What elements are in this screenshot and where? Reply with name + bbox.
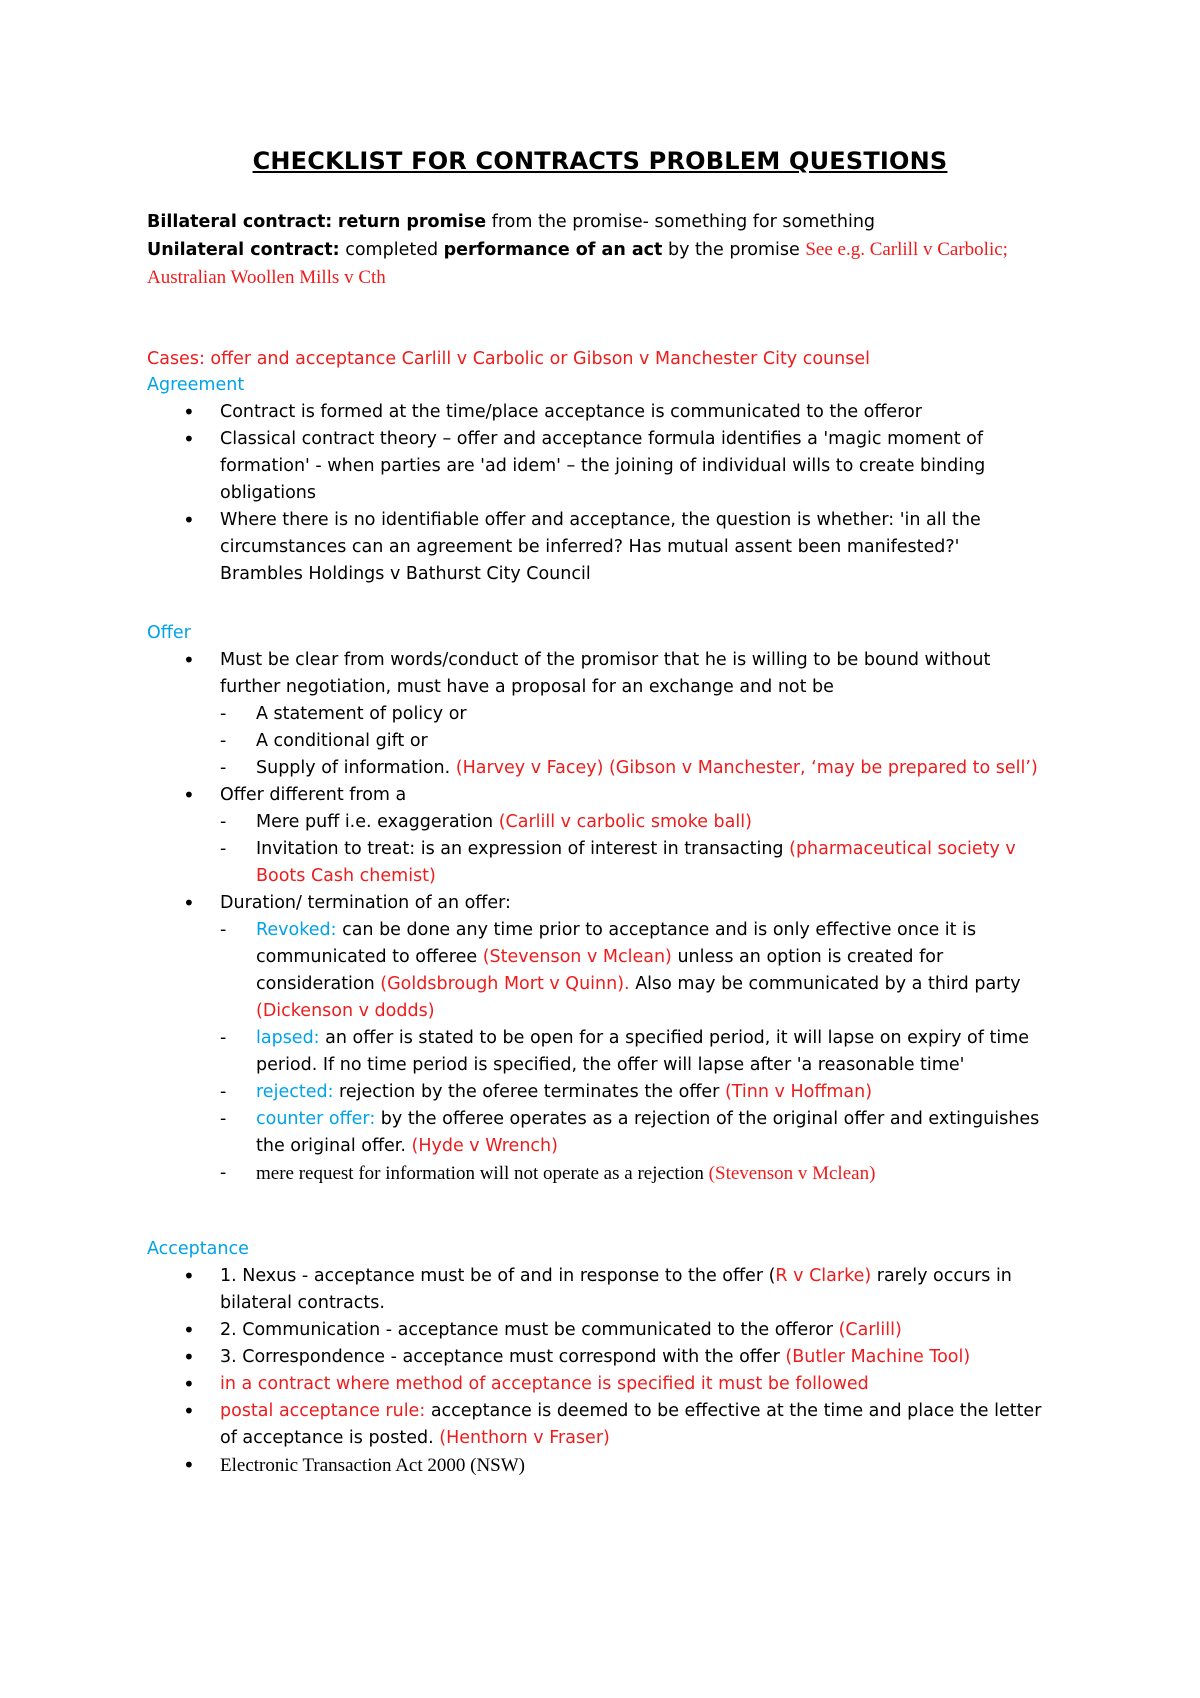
revoked-l3a: consideration [256, 974, 375, 994]
rejected-case: (Tinn v Hoffman) [724, 1082, 873, 1102]
offer-b3: • Duration/ termination of an offer: [220, 893, 511, 913]
list-item [147, 1452, 1067, 1479]
offer-b1-l2: further negotiation, must have a proposal for an exchange and not be [220, 677, 834, 697]
mere-text: mere request for information will not operate as a rejection [256, 1163, 704, 1184]
counter-l1: by the offeree operates as a rejection of the original offer and extinguishes [380, 1109, 1040, 1129]
sub-list-item [220, 836, 1067, 890]
unilateral-text1: completed [345, 240, 439, 260]
sub-list-item [220, 917, 1067, 1025]
unilateral-case-ref: See e.g. Carlill v Carbolic; [805, 239, 1008, 260]
revoked-l1: can be done any time prior to acceptance and is only effective once it is [342, 920, 977, 940]
list-item [147, 890, 1067, 1187]
offer-d2: - A conditional gift or [256, 731, 428, 751]
agreement-heading: Agreement [147, 375, 245, 395]
sub-list-item [220, 1106, 1067, 1160]
rejected-text: rejection by the oferee terminates the offer [339, 1082, 720, 1102]
list-item [147, 1263, 1067, 1317]
counter-l2: the original offer. [256, 1136, 406, 1156]
counter-case: (Hyde v Wrench) [411, 1136, 558, 1156]
agreement-b2-l2: formation' - when parties are 'ad idem' – the joining of individual wills to create binding [220, 456, 986, 476]
acceptance-heading: Acceptance [147, 1239, 249, 1259]
offer-b2: • Offer different from a [220, 785, 407, 805]
offer-b1-l1: • Must be clear from words/conduct of the promisor that he is willing to be bound without [220, 650, 991, 670]
agreement-b3-l1: • Where there is no identifiable offer and acceptance, the question is whether: 'in all the [220, 510, 981, 530]
agreement-b3-l3: Brambles Holdings v Bathurst City Council [220, 564, 591, 584]
a5-text: acceptance is deemed to be effective at the time and place the letter [430, 1401, 1042, 1421]
sub-list-item [220, 1025, 1067, 1079]
list-item [147, 1371, 1067, 1398]
lapsed-l2: period. If no time period is specified, the offer will lapse after 'a reasonable time' [256, 1055, 965, 1075]
unilateral-label: Unilateral contract: [147, 240, 340, 260]
lapsed-l1: an offer is stated to be open for a specified period, it will lapse on expiry of time [325, 1028, 1030, 1048]
offer-d5-text: Invitation to treat: is an expression of interest in transacting [256, 839, 784, 859]
offer-heading: Offer [147, 623, 191, 643]
unilateral-case-ref-2: Australian Woollen Mills v Cth [147, 267, 386, 288]
a5-l2: of acceptance is posted. [220, 1428, 434, 1448]
bilateral-bold: return promise [337, 212, 487, 232]
page-title: CHECKLIST FOR CONTRACTS PROBLEM QUESTIONS [252, 147, 948, 175]
sub-list-item [220, 809, 1067, 836]
intro-section [147, 209, 1067, 291]
list-item [147, 399, 1067, 426]
revoked-case-1: (Stevenson v Mclean) [482, 947, 672, 967]
a3-text: 3. Correspondence - acceptance must correspond with the offer [220, 1347, 780, 1367]
revoked-l2a: communicated to offeree [256, 947, 478, 967]
bilateral-rest: from the promise- something for something [491, 212, 876, 232]
mere-case: (Stevenson v Mclean) [708, 1163, 876, 1184]
offer-d4-text: Mere puff i.e. exaggeration [256, 812, 494, 832]
unilateral-text2: by the promise [668, 240, 800, 260]
acceptance-list [147, 1263, 1067, 1479]
bilateral-line [147, 209, 1067, 236]
unilateral-line [147, 236, 1067, 264]
a3-case: (Butler Machine Tool) [785, 1347, 971, 1367]
offer-d4-case: (Carlill v carbolic smoke ball) [498, 812, 752, 832]
list-item [147, 1398, 1067, 1452]
sub-list-item [220, 1160, 1067, 1187]
a2-case: (Carlill) [838, 1320, 902, 1340]
revoked-l3b: Also may be communicated by a third party [635, 974, 1021, 994]
a2-text: 2. Communication - acceptance must be communicated to the offeror [220, 1320, 833, 1340]
a4-text: • in a contract where method of acceptance is specified it must be followed [220, 1374, 869, 1394]
unilateral-bold: performance of an act [443, 240, 663, 260]
agreement-b1: • Contract is formed at the time/place acceptance is communicated to the offeror [220, 402, 922, 422]
agreement-list [147, 399, 1067, 588]
list-item [147, 426, 1067, 507]
list-item [147, 507, 1067, 588]
sub-list-item [220, 701, 1067, 728]
revoked-l2b: unless an option is created for [677, 947, 944, 967]
revoked-case-2: (Goldsbrough Mort v Quinn). [380, 974, 630, 994]
bilateral-label: Billateral contract: [147, 212, 333, 232]
sub-list-item [220, 728, 1067, 755]
list-item [147, 647, 1067, 782]
offer-d3-text: Supply of information. [256, 758, 451, 778]
agreement-b3-l2: circumstances can an agreement be inferred? Has mutual assent been manifested?' [220, 537, 960, 557]
a1-text2: rarely occurs in [876, 1266, 1012, 1286]
revoked-case-3: (Dickenson v dodds) [256, 1001, 435, 1021]
sub-list-item [220, 755, 1067, 782]
a6-text: • Electronic Transaction Act 2000 (NSW) [220, 1455, 526, 1476]
a1-case: R v Clarke) [775, 1266, 872, 1286]
offer-d1: - A statement of policy or [256, 704, 467, 724]
sub-list-item [220, 1079, 1067, 1106]
list-item [147, 782, 1067, 890]
a5-label: postal acceptance rule: [220, 1401, 426, 1421]
offer-list [147, 647, 1067, 1187]
agreement-b2-l1: • Classical contract theory – offer and acceptance formula identifies a 'magic moment of [220, 429, 984, 449]
list-item [147, 1344, 1067, 1371]
a1-text1: 1. Nexus - acceptance must be of and in response to the offer ( [220, 1266, 776, 1286]
agreement-b2-l3: obligations [220, 483, 317, 503]
cases-line: Cases: offer and acceptance Carlill v Carbolic or Gibson v Manchester City counsel [147, 349, 870, 369]
offer-d5-case-2: Boots Cash chemist) [256, 866, 436, 886]
a5-case: (Henthorn v Fraser) [439, 1428, 610, 1448]
revoked-label: Revoked: [256, 920, 337, 940]
list-item [147, 1317, 1067, 1344]
rejected-label: rejected: [256, 1082, 334, 1102]
offer-d5-case: (pharmaceutical society v [789, 839, 1016, 859]
lapsed-label: lapsed: [256, 1028, 320, 1048]
a1-l2: bilateral contracts. [220, 1293, 385, 1313]
offer-d3-case: (Harvey v Facey) (Gibson v Manchester, ‘may be prepared to sell’) [455, 758, 1038, 778]
counter-label: counter offer: [256, 1109, 376, 1129]
